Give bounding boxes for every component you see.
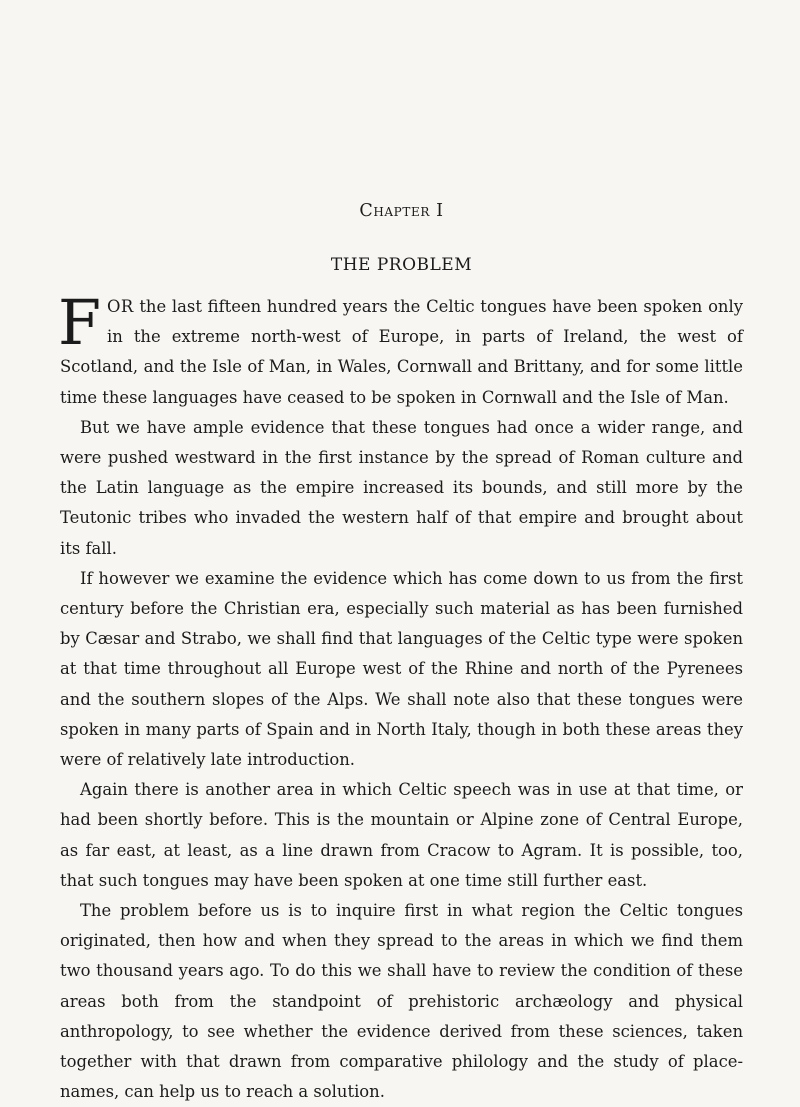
paragraph-3: If however we examine the evidence which has come down to us from the first century before the Christian era, especially such material as has been furnished by Cæsar and Strabo, we shall find that languages of the Celtic type were spoken at that time throughout all Europe west of the Rhine and north of the Pyrenees and the southern slopes of the Alps. We shall note also that these tongues were spoken in many parts of Spain and in North Italy, though in both these areas they were of relatively late introduction. [60, 568, 743, 770]
paragraph-5: The problem before us is to inquire first in what region the Celtic tongues originated, then how and when they spread to the areas in which we find them two thousand years ago. To do this we shall have to review the condition of these areas both from the standpoint of prehistoric archæology and physical anthropology, to see whether the evidence derived from these sciences, taken together with that drawn from comparative philology and the study of place-names, can help us to reach a solution. [60, 901, 743, 1102]
book-page [60, 196, 743, 1107]
paragraph-1 [58, 286, 743, 413]
drop-cap: F [58, 286, 102, 359]
paragraph-4: Again there is another area in which Celtic speech was in use at that time, or had been shortly before. This is the mountain or Alpine zone of Central Europe, as far east, at least, as a line drawn from Cracow to Agram. It is possible, too, that such tongues may have been spoken at one time still further east. [60, 780, 743, 890]
paragraph-lead-word: OR [107, 297, 134, 316]
chapter-title: THE PROBLEM [330, 255, 473, 275]
chapter-label: Chapter I [359, 201, 444, 221]
paragraph-2: But we have ample evidence that these tongues had once a wider range, and were pushed westward in the first instance by the spread of Roman culture and the Latin language as the empire increased its bounds, and still more by the Teutonic tribes who invaded the western half of that empire and brought about its fall. [60, 417, 743, 558]
paragraph-text: the last fifteen hundred years the Celtic tongues have been spoken only in the extreme north-west of Europe, in parts of Ireland, the west of Scotland, and the Isle of Man, in Wales, Cornwall and Brittany, and for some little time these languages have ceased to be spoken in Cornwall and the Isle of Man. [60, 297, 743, 407]
